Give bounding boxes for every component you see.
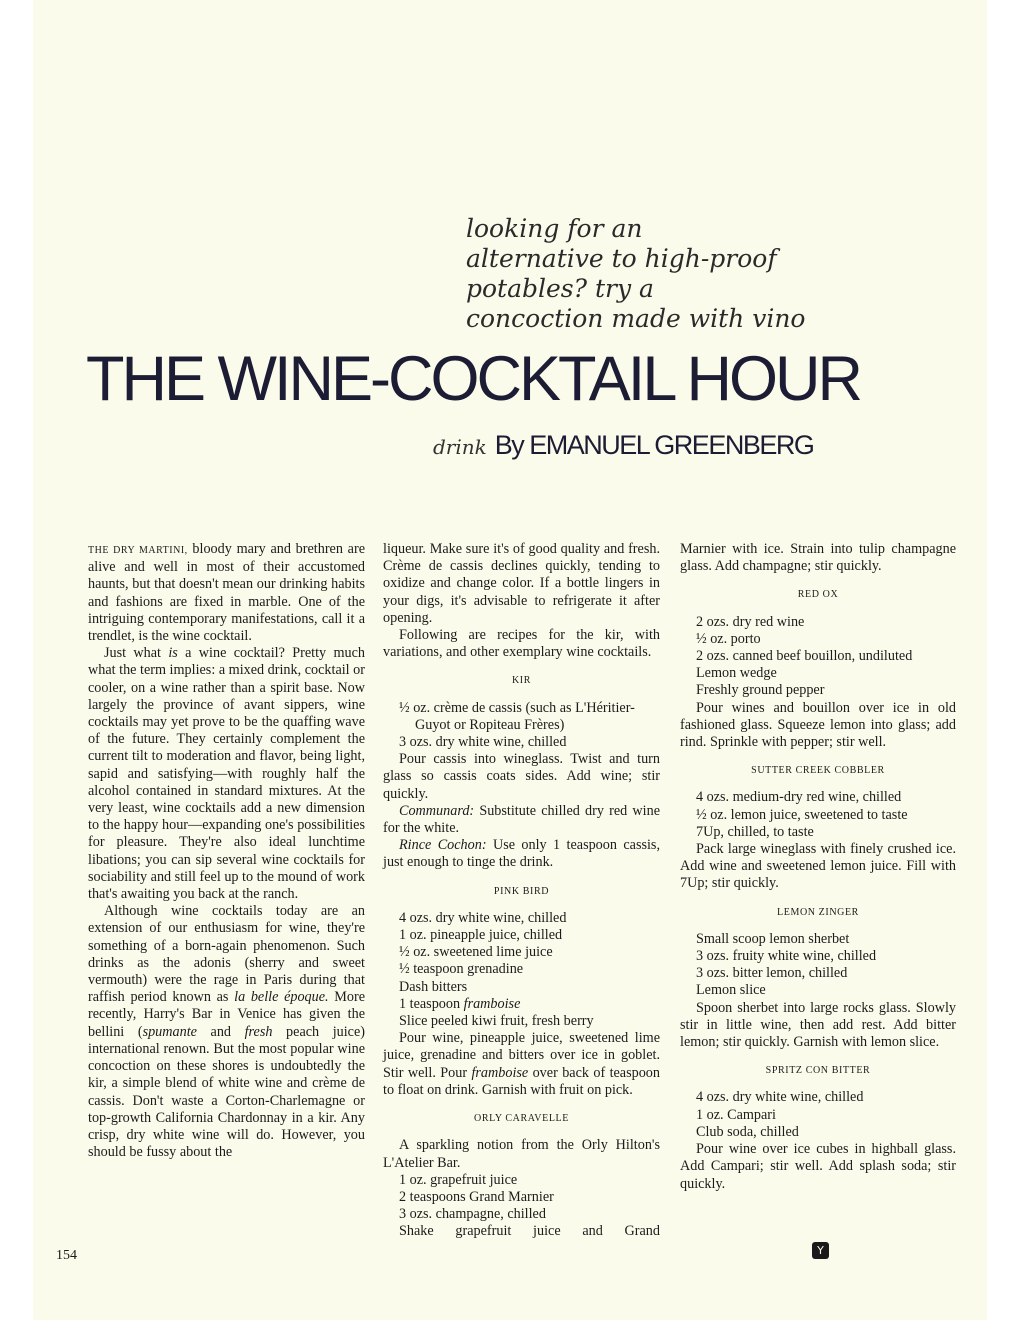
text: Pour wine, pineapple juice, sweetened lime juice, grenadine and bitters over ice in goblet. Stir well. Pour: [383, 1030, 660, 1081]
paragraph: [88, 903, 365, 1161]
author-name: By EMANUEL GREENBERG: [494, 430, 814, 460]
ingredient: ½ oz. porto: [696, 630, 761, 647]
text: Substitute chilled dry red wine for the white.: [383, 802, 660, 837]
paragraph: [88, 541, 365, 645]
recipe-heading: SUTTER CREEK COBBLER: [751, 765, 885, 777]
ingredient: 1 oz. grapefruit juice: [399, 1171, 518, 1188]
recipe-intro: A sparkling notion from the Orly Hilton's L'Atelier Bar.: [383, 1137, 660, 1171]
lead-in: THE DRY MARTINI,: [88, 545, 188, 556]
ingredient: 3 ozs. champagne, chilled: [399, 1206, 546, 1223]
text: Just what: [104, 645, 169, 662]
text-column-3: [680, 541, 956, 1193]
recipe-directions: [383, 1030, 660, 1099]
text: More recently, Harry's Bar in Venice has given the bellini (: [88, 989, 365, 1040]
byline: [433, 430, 813, 461]
ingredient: Club soda, chilled: [696, 1123, 799, 1140]
ingredient: ½ oz. sweetened lime juice: [399, 944, 553, 961]
ingredient: 4 ozs. dry white wine, chilled: [696, 1089, 864, 1106]
paragraph: [88, 645, 365, 903]
paragraph: Marnier with ice. Strain into tulip champagne glass. Add champagne; stir quickly.: [680, 541, 956, 575]
ingredient: ½ oz. lemon juice, sweetened to taste: [696, 806, 908, 823]
article-title: THE WINE-COCKTAIL HOUR: [86, 344, 861, 414]
text: fresh: [244, 1023, 273, 1040]
page-number: 154: [56, 1248, 77, 1263]
ingredient: ½ teaspoon grenadine: [399, 961, 524, 978]
ingredient: Lemon slice: [696, 982, 766, 999]
text: a wine cocktail? Pretty much what the term implies: a mixed drink, cocktail or cooler, on a wine rather than a spirit base. Now largely the province of avant sippers, wine cocktails may yet prove to be the quaffing wave of the future. They certainly complement the current tilt to moderation and flavor, being light, sapid and satisfying—with roughly half the alcohol contained in standard mixtures. At the very least, wine cocktails add a new dimension to the happy hour—expanding one's possibilities for pleasure. They're also ideal lunchtime libations; you can sip several wine cocktails for sociability and still feel up to the mound of work that's awaiting you back at the ranch.: [88, 645, 366, 903]
recipe-directions: Pour cassis into wineglass. Twist and turn glass so cassis coats sides. Add wine; stir quickly.: [383, 751, 660, 802]
ingredient: ½ oz. crème de cassis (such as L'Héritier-Guyot or Ropiteau Frères): [399, 699, 635, 733]
recipe-heading: LEMON ZINGER: [777, 906, 859, 918]
ingredient: 1 oz. pineapple juice, chilled: [399, 927, 563, 944]
ingredient: 3 ozs. bitter lemon, chilled: [696, 965, 848, 982]
ingredient: Lemon wedge: [696, 665, 777, 682]
text: framboise: [463, 995, 521, 1012]
paragraph-text: bloody mary and brethren are alive and well in most of their accustomed haunts, but that doesn't mean our drinking habits and fashions are fixed in marble. One of the intriguing contemporary manifestations, call it a trendlet, is the wine cocktail.: [88, 541, 365, 645]
text: peach juice) international renown. But the most popular wine concoction on these shores is undoubtedly the kir, a simple blend of white wine and crème de cassis. Don't waste a Corton-Charlemagne or top-growth California Chardonnay in a kir. Any crisp, dry white wine will do. However, you should be fussy about the: [88, 1023, 365, 1161]
recipe-directions: Pour wine over ice cubes in highball glass. Add Campari; stir well. Add splash soda; stir quickly.: [680, 1141, 956, 1192]
ingredient: 2 ozs. dry red wine: [696, 613, 805, 630]
ingredient: 1 oz. Campari: [696, 1106, 776, 1123]
ingredient: 3 ozs. fruity white wine, chilled: [696, 948, 877, 965]
deck-line: alternative to high-proof: [466, 244, 777, 273]
deck-line: concoction made with vino: [466, 304, 806, 333]
paragraph: liqueur. Make sure it's of good quality and fresh. Crème de cassis declines quickly, tending to oxidize and change color. If a bottle lingers in your digs, it's advisable to refrigerate it after opening.: [383, 541, 660, 626]
recipe-heading: KIR: [511, 675, 532, 687]
text: is: [168, 645, 178, 662]
ingredient: Dash bitters: [399, 978, 468, 995]
recipe-variation: [383, 837, 660, 871]
text: framboise: [471, 1064, 529, 1081]
recipe-heading: SPRITZ CON BITTER: [765, 1065, 871, 1077]
ingredient: 2 teaspoons Grand Marnier: [399, 1188, 554, 1205]
recipe-directions: Pack large wineglass with finely crushed ice. Add wine and sweetened lemon juice. Fill with 7Up; stir quickly.: [680, 841, 956, 892]
text-column-1: [88, 541, 365, 1161]
ingredient: 4 ozs. medium-dry red wine, chilled: [696, 789, 902, 806]
ingredient: 7Up, chilled, to taste: [696, 823, 814, 840]
text: 1 teaspoon: [399, 995, 464, 1012]
deck-line: potables? try a: [466, 274, 654, 303]
variation-name: Communard:: [399, 802, 475, 819]
recipe-directions: Spoon sherbet into large rocks glass. Slowly stir in little wine, then add rest. Add bitter lemon; stir quickly. Garnish with lemon slice.: [680, 999, 956, 1051]
text-column-2: [383, 541, 660, 1241]
article-deck: [466, 214, 805, 334]
text: la belle époque.: [234, 989, 329, 1006]
recipe-heading: PINK BIRD: [493, 885, 550, 897]
ingredient: 4 ozs. dry white wine, chilled: [399, 909, 567, 926]
deck-line: looking for an: [466, 214, 643, 243]
ingredient: Freshly ground pepper: [696, 682, 825, 699]
text: Use only 1 teaspoon cassis, just enough to tinge the drink.: [383, 837, 661, 871]
ingredient: 3 ozs. dry white wine, chilled: [399, 734, 567, 751]
text: spumante: [142, 1023, 197, 1040]
recipe-variation: [383, 803, 660, 837]
recipe-heading: ORLY CARAVELLE: [474, 1113, 569, 1125]
ingredient: Slice peeled kiwi fruit, fresh berry: [399, 1013, 594, 1030]
recipe-directions: Pour wines and bouillon over ice in old fashioned glass. Squeeze lemon into glass; add rind. Sprinkle with pepper; stir well.: [680, 699, 956, 751]
magazine-page: [33, 0, 987, 1320]
text: Although wine cocktails today are an extension of our enthusiasm for wine, they're something of a born-again phenomenon. Such drinks as the adonis (sherry and sweet vermouth) were the rage in Paris during that raffish period known as: [88, 903, 365, 1006]
ingredient: Small scoop lemon sherbet: [696, 930, 850, 947]
recipe-heading: RED OX: [797, 589, 839, 601]
paragraph: Following are recipes for the kir, with variations, and other exemplary wine cocktails.: [383, 627, 660, 661]
text: and: [196, 1023, 245, 1040]
ingredient: [383, 996, 660, 1013]
variation-name: Rince Cochon:: [399, 837, 487, 854]
department-label: drink: [433, 435, 487, 459]
ingredient: 2 ozs. canned beef bouillon, undiluted: [696, 648, 913, 665]
text: over back of teaspoon to float on drink. Garnish with fruit on pick.: [383, 1064, 660, 1098]
recipe-directions: Shake grapefruit juice and Grand: [399, 1223, 660, 1240]
end-mark-icon: Y: [812, 1242, 829, 1259]
